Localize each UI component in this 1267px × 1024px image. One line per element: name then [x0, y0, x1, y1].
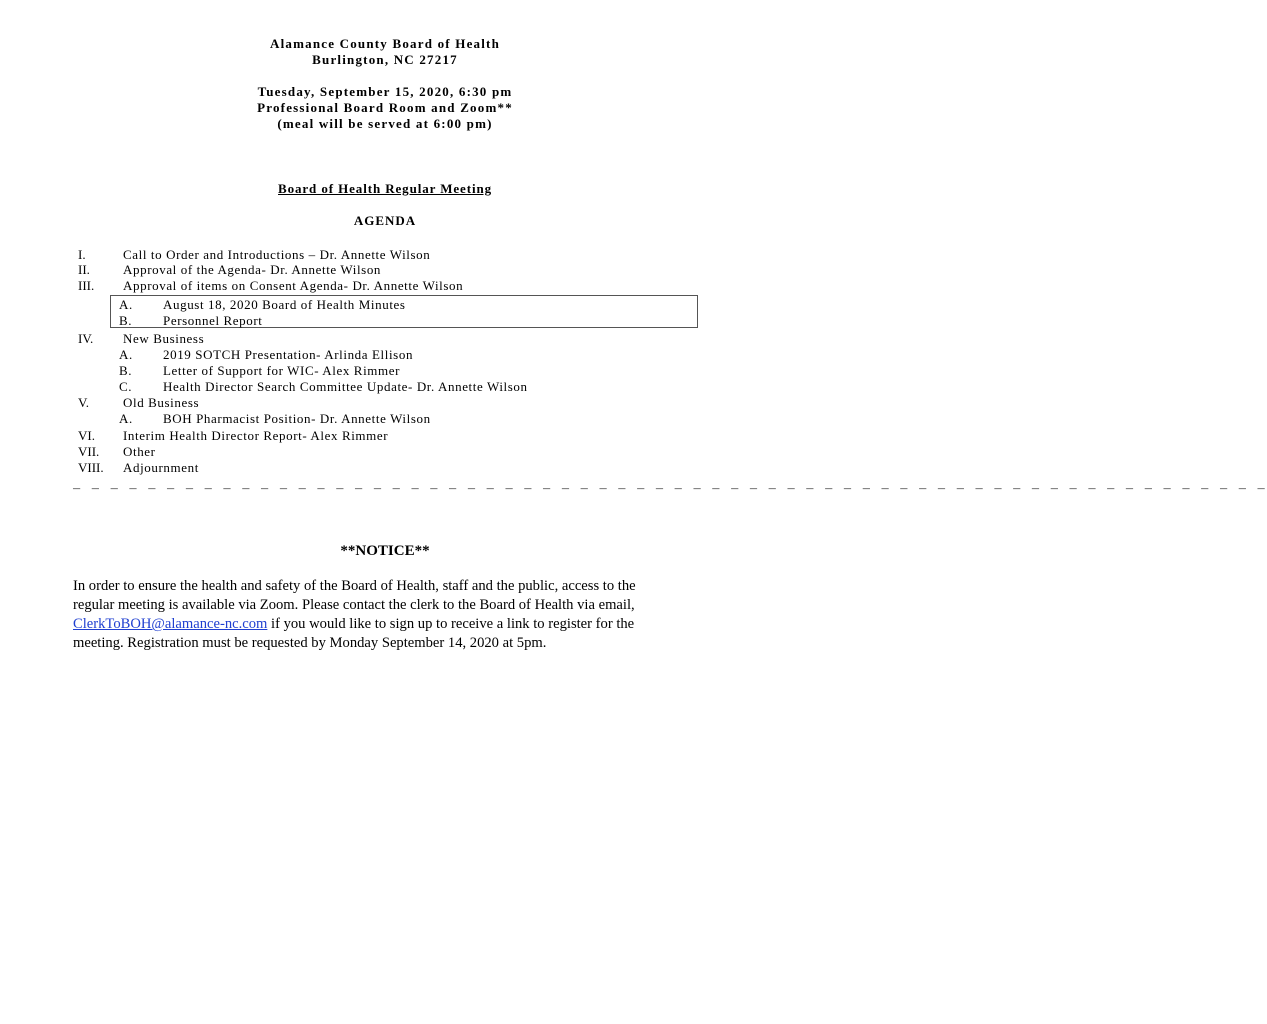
agenda-item-old-business: Old Business — [123, 395, 200, 410]
agenda-item-adjournment: Adjournment — [123, 460, 199, 475]
agenda-item-approval-agenda: Approval of the Agenda- Dr. Annette Wilson — [123, 262, 382, 277]
consent-item-personnel: Personnel Report — [163, 313, 263, 328]
agenda-item-call-to-order: Call to Order and Introductions – Dr. Annette Wilson — [123, 247, 431, 262]
agenda-item-consent: Approval of items on Consent Agenda- Dr. Annette Wilson — [123, 278, 464, 293]
agenda-number-iii: III. — [78, 278, 95, 293]
notice-heading: **NOTICE** — [340, 543, 430, 559]
consent-letter-a: A. — [119, 297, 133, 312]
dashed-separator: _ _ _ _ _ _ _ _ _ _ _ _ _ _ _ _ _ _ _ _ _ _ _ _ _ _ _ _ _ _ _ _ _ _ _ _ _ _ _ _ _ _ _ _ _ _ _ _ _ _ _ _ _ _ _ _ _ _ _ _ _ _ _ _ — [73, 478, 1267, 492]
clerk-email-link[interactable]: ClerkToBOH@alamance-nc.com — [73, 616, 268, 632]
consent-item-minutes: August 18, 2020 Board of Health Minutes — [163, 297, 406, 312]
agenda-number-i: I. — [78, 247, 86, 262]
notice-paragraph — [73, 577, 673, 653]
org-name: Alamance County Board of Health — [269, 36, 501, 51]
old-business-letter-a: A. — [119, 411, 133, 426]
agenda-number-v: V. — [78, 395, 89, 410]
consent-letter-b: B. — [119, 313, 133, 328]
org-city: Burlington, NC 27217 — [312, 52, 458, 67]
agenda-number-ii: II. — [78, 262, 90, 277]
agenda-heading: AGENDA — [353, 213, 417, 228]
agenda-item-other: Other — [123, 444, 156, 459]
meeting-date: Tuesday, September 15, 2020, 6:30 pm — [257, 84, 513, 99]
agenda-item-director-report: Interim Health Director Report- Alex Rimmer — [123, 428, 389, 443]
new-business-item-search-committee: Health Director Search Committee Update- Dr. Annette Wilson — [163, 379, 528, 394]
new-business-item-sotch: 2019 SOTCH Presentation- Arlinda Ellison — [163, 347, 414, 362]
agenda-number-vi: VI. — [78, 428, 95, 443]
agenda-number-viii: VIII. — [78, 460, 104, 475]
agenda-number-vii: VII. — [78, 444, 100, 459]
meal-note: (meal will be served at 6:00 pm) — [277, 116, 493, 131]
new-business-letter-a: A. — [119, 347, 133, 362]
new-business-letter-b: B. — [119, 363, 133, 378]
meeting-location: Professional Board Room and Zoom** — [257, 100, 513, 115]
notice-text-after: if you would like to sign up to receive a link to register for the meeting. Registration must be requested by Monday September 14, 2020 at 5pm. — [73, 616, 635, 651]
agenda-number-iv: IV. — [78, 331, 94, 346]
new-business-letter-c: C. — [119, 379, 133, 394]
new-business-item-wic: Letter of Support for WIC- Alex Rimmer — [163, 363, 401, 378]
old-business-item-pharmacist: BOH Pharmacist Position- Dr. Annette Wilson — [163, 411, 431, 426]
agenda-item-new-business: New Business — [123, 331, 205, 346]
meeting-title: Board of Health Regular Meeting — [278, 181, 492, 196]
notice-text-before: In order to ensure the health and safety of the Board of Health, staff and the public, access to the regular meeting is available via Zoom. Please contact the clerk to the Board of Health via email, — [73, 578, 636, 613]
